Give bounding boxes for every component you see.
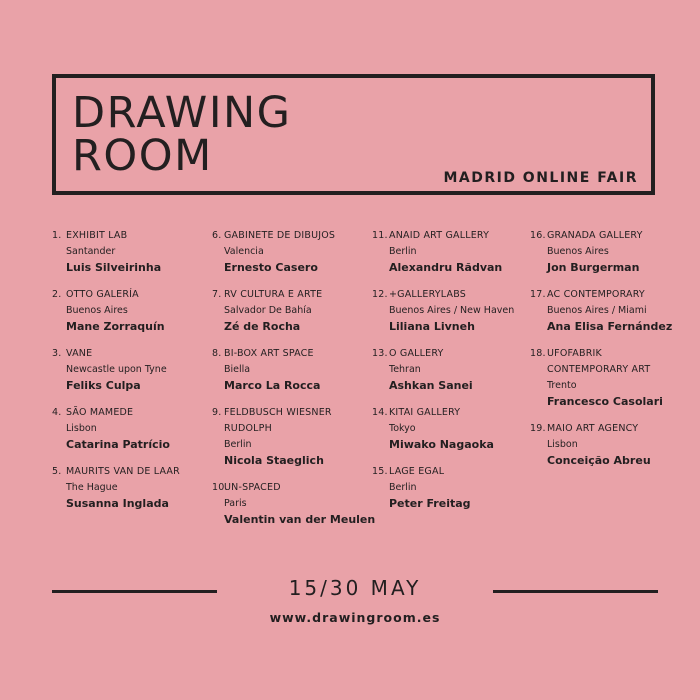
artist-name: Peter Freitag (389, 497, 471, 510)
artist-name: Zé de Rocha (224, 320, 301, 333)
gallery-list (0, 228, 700, 558)
gallery-name: ANAID ART GALLERY (389, 230, 490, 241)
gallery-entry (212, 480, 375, 529)
artist-name: Francesco Casolari (547, 395, 663, 408)
gallery-name: FELDBUSCH WIESNER (224, 407, 332, 418)
gallery-name: VANE (66, 348, 93, 359)
fair-subtitle: MADRID ONLINE FAIR (443, 170, 638, 186)
gallery-name: O GALLERY (389, 348, 444, 359)
footer-rule-left (52, 590, 217, 593)
title-box (52, 74, 655, 195)
gallery-number: 6. (212, 230, 222, 241)
gallery-number: 3. (52, 348, 62, 359)
gallery-heading (212, 346, 375, 362)
gallery-name: BI-BOX ART SPACE (224, 348, 314, 359)
gallery-number: 19. (530, 423, 546, 434)
gallery-name-continued: RUDOLPH (224, 423, 272, 434)
gallery-entry (530, 228, 672, 277)
gallery-heading (52, 287, 180, 303)
gallery-heading (52, 228, 180, 244)
gallery-city: Buenos Aires (66, 305, 128, 316)
gallery-heading (212, 228, 375, 244)
gallery-number: 13. (372, 348, 388, 359)
gallery-heading (52, 464, 180, 480)
gallery-name: KITAI GALLERY (389, 407, 461, 418)
gallery-entry (372, 464, 514, 513)
gallery-entry (372, 405, 514, 454)
artist-name: Mane Zorraquín (66, 320, 165, 333)
gallery-number: 17. (530, 289, 546, 300)
gallery-name: GABINETE DE DIBUJOS (224, 230, 336, 241)
gallery-number: 8. (212, 348, 222, 359)
gallery-city: Biella (224, 364, 251, 375)
gallery-name: AC CONTEMPORARY (547, 289, 645, 300)
gallery-city: Santander (66, 246, 116, 257)
gallery-city: Tokyo (389, 423, 416, 434)
gallery-name: +GALLERYLABS (389, 289, 466, 300)
gallery-number: 14. (372, 407, 388, 418)
gallery-name: UN-SPACED (224, 482, 281, 493)
gallery-city: Lisbon (547, 439, 578, 450)
gallery-city: Buenos Aires (547, 246, 609, 257)
gallery-entry (372, 346, 514, 395)
gallery-number: 12. (372, 289, 388, 300)
gallery-city: Buenos Aires / New Haven (389, 305, 515, 316)
title-line-2: ROOM (72, 131, 213, 181)
gallery-entry (530, 421, 672, 470)
artist-name: Susanna Inglada (66, 497, 169, 510)
gallery-entry (52, 405, 180, 454)
gallery-entry (212, 405, 375, 470)
gallery-number: 9. (212, 407, 222, 418)
gallery-city: Berlin (224, 439, 252, 450)
gallery-column-3 (372, 228, 514, 523)
gallery-city: Tehran (389, 364, 421, 375)
artist-name: Conceição Abreu (547, 454, 651, 467)
gallery-name: RV CULTURA E ARTE (224, 289, 323, 300)
gallery-heading (372, 346, 514, 362)
gallery-entry (212, 346, 375, 395)
gallery-number: 4. (52, 407, 62, 418)
website-link[interactable]: www.drawingroom.es (269, 610, 441, 625)
gallery-entry (52, 287, 180, 336)
gallery-city: Salvador De Bahía (224, 305, 312, 316)
gallery-name: GRANADA GALLERY (547, 230, 643, 241)
gallery-heading (530, 228, 672, 244)
artist-name: Valentin van der Meulen (224, 513, 376, 526)
fair-dates: 15/30 MAY (288, 576, 422, 600)
gallery-number: 5. (52, 466, 62, 477)
gallery-city: Berlin (389, 246, 417, 257)
artist-name: Feliks Culpa (66, 379, 141, 392)
gallery-city: Berlin (389, 482, 417, 493)
title-line-1: DRAWING (72, 88, 292, 138)
gallery-entry (372, 228, 514, 277)
artist-name: Ashkan Sanei (389, 379, 473, 392)
gallery-heading (530, 346, 672, 362)
gallery-number: 1. (52, 230, 62, 241)
gallery-column-2 (212, 228, 375, 539)
artist-name: Catarina Patrício (66, 438, 170, 451)
gallery-city: Trento (547, 380, 577, 391)
gallery-heading (372, 228, 514, 244)
gallery-name: UFOFABRIK (547, 348, 602, 359)
gallery-entry (52, 464, 180, 513)
artist-name: Jon Burgerman (547, 261, 640, 274)
gallery-heading (530, 421, 672, 437)
gallery-entry (52, 346, 180, 395)
gallery-city: Lisbon (66, 423, 97, 434)
gallery-number: 15. (372, 466, 388, 477)
gallery-name: LAGE EGAL (389, 466, 445, 477)
gallery-heading (52, 346, 180, 362)
gallery-number: 11. (372, 230, 388, 241)
artist-name: Luis Silveirinha (66, 261, 162, 274)
gallery-city: Newcastle upon Tyne (66, 364, 167, 375)
gallery-number: 10. (212, 482, 228, 493)
gallery-heading (52, 405, 180, 421)
gallery-city: The Hague (66, 482, 118, 493)
gallery-number: 16. (530, 230, 546, 241)
gallery-heading (212, 287, 375, 303)
gallery-column-4 (530, 228, 672, 480)
gallery-number: 2. (52, 289, 62, 300)
gallery-name: OTTO GALERÍA (66, 289, 139, 300)
artist-name: Ana Elisa Fernández (547, 320, 673, 333)
gallery-name: EXHIBIT LAB (66, 230, 128, 241)
gallery-heading (372, 405, 514, 421)
gallery-entry (530, 346, 672, 411)
gallery-name: SÃO MAMEDE (66, 407, 134, 418)
gallery-heading (212, 480, 375, 496)
gallery-number: 18. (530, 348, 546, 359)
gallery-heading (372, 464, 514, 480)
gallery-entry (530, 287, 672, 336)
gallery-number: 7. (212, 289, 222, 300)
gallery-city: Valencia (224, 246, 264, 257)
gallery-name: MAURITS VAN DE LAAR (66, 466, 180, 477)
gallery-city: Buenos Aires / Miami (547, 305, 647, 316)
artist-name: Marco La Rocca (224, 379, 321, 392)
gallery-entry (52, 228, 180, 277)
gallery-name-continued: CONTEMPORARY ART (547, 364, 651, 375)
gallery-entry (212, 228, 375, 277)
footer-rule-right (493, 590, 658, 593)
gallery-column-1 (52, 228, 180, 523)
gallery-entry (212, 287, 375, 336)
artist-name: Liliana Livneh (389, 320, 475, 333)
artist-name: Nicola Staeglich (224, 454, 324, 467)
gallery-heading (530, 287, 672, 303)
gallery-city: Paris (224, 498, 247, 509)
gallery-name: MAIO ART AGENCY (547, 423, 639, 434)
gallery-entry (372, 287, 514, 336)
artist-name: Miwako Nagaoka (389, 438, 494, 451)
gallery-heading (212, 405, 375, 421)
artist-name: Ernesto Casero (224, 261, 318, 274)
artist-name: Alexandru Rădvan (389, 261, 503, 274)
gallery-heading (372, 287, 514, 303)
